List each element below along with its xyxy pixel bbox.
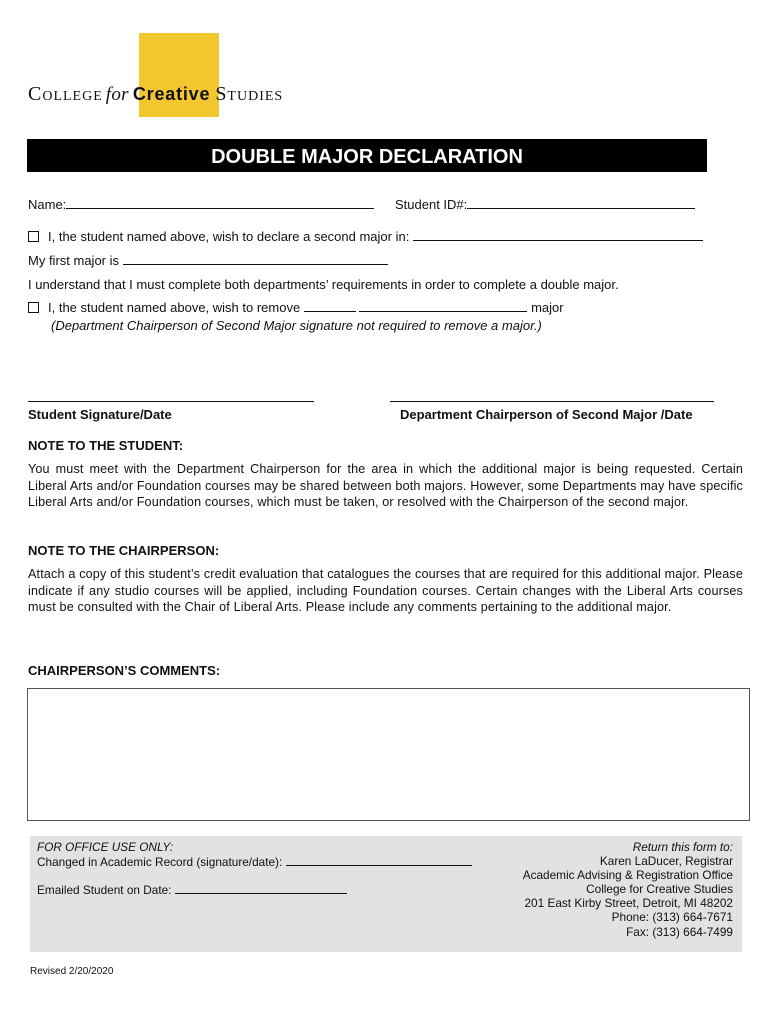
logo-word-for: for — [105, 84, 129, 105]
note-chair-heading: NOTE TO THE CHAIRPERSON: — [28, 543, 220, 558]
first-major-label: My first major is — [28, 253, 119, 268]
remove-major-row — [28, 300, 564, 315]
first-major-field[interactable] — [123, 264, 388, 265]
return-line-4: 201 East Kirby Street, Detroit, MI 48202 — [524, 896, 733, 911]
note-student-heading: NOTE TO THE STUDENT: — [28, 438, 184, 453]
emailed-student-row — [37, 883, 347, 897]
remove-major-suffix: major — [531, 300, 564, 315]
note-student-body: You must meet with the Department Chairperson for the area in which the additional major is being requested. Certain Liberal Arts and/or Foundation courses may be shared between both majors. However, some Departments may have specific Liberal Arts and/or Foundation courses, which must be taken, or resolved with the Chairperson of the second major. — [28, 462, 743, 509]
logo-word-creative: Creative — [132, 84, 211, 104]
emailed-student-label: Emailed Student on Date: — [37, 883, 172, 897]
emailed-student-field[interactable] — [175, 893, 347, 894]
remove-major-checkbox[interactable] — [28, 302, 39, 313]
second-major-text: I, the student named above, wish to declare a second major in: — [48, 229, 410, 244]
return-line-0: Return this form to: — [632, 840, 733, 854]
student-id-label: Student ID#: — [395, 197, 468, 212]
logo-word-college: College — [28, 83, 103, 105]
name-field[interactable] — [66, 208, 374, 209]
return-line-2: Academic Advising & Registration Office — [522, 868, 733, 883]
student-id-row — [395, 197, 695, 212]
form-title: DOUBLE MAJOR DECLARATION — [27, 139, 707, 172]
revised-date: Revised 2/20/2020 — [30, 966, 114, 977]
remove-major-field-1[interactable] — [304, 311, 356, 312]
note-chair-body: Attach a copy of this student’s credit evaluation that catalogues the courses that are required for this additional major. Please indicate if any studio courses will be applied, including Foundation courses. Certain changes with the Liberal Arts courses must be consulted with the Chair of Liberal Arts. Please include any comments pertaining to the additional major. — [28, 567, 743, 614]
name-label: Name: — [28, 197, 67, 212]
understand-statement: I understand that I must complete both departments’ requirements in order to complete a double major. — [28, 277, 619, 292]
return-line-1: Karen LaDucer, Registrar — [599, 854, 733, 869]
remove-major-note: (Department Chairperson of Second Major signature not required to remove a major.) — [51, 318, 542, 333]
changed-record-row — [37, 855, 472, 869]
changed-record-field[interactable] — [286, 865, 472, 866]
first-major-row — [28, 253, 388, 268]
logo-word-studies: Studies — [215, 83, 284, 105]
student-signature-line[interactable] — [28, 401, 314, 402]
changed-record-label: Changed in Academic Record (signature/date): — [37, 855, 283, 869]
chair-signature-line[interactable] — [390, 401, 714, 402]
remove-major-field-2[interactable] — [359, 311, 527, 312]
return-address-block — [523, 840, 733, 939]
name-row — [28, 197, 374, 212]
comments-box[interactable] — [27, 688, 750, 821]
college-logo — [28, 83, 283, 106]
remove-major-text: I, the student named above, wish to remove — [48, 300, 301, 315]
second-major-row — [28, 229, 703, 244]
comments-heading: CHAIRPERSON’S COMMENTS: — [28, 663, 221, 678]
office-use-heading: FOR OFFICE USE ONLY: — [37, 840, 174, 854]
chair-signature-label: Department Chairperson of Second Major /Date — [400, 407, 693, 422]
return-line-3: College for Creative Studies — [586, 882, 733, 897]
second-major-field[interactable] — [413, 240, 703, 241]
office-use-panel — [30, 836, 742, 952]
student-signature-label: Student Signature/Date — [28, 407, 172, 422]
second-major-checkbox[interactable] — [28, 231, 39, 242]
student-id-field[interactable] — [467, 208, 695, 209]
return-line-5: Phone: (313) 664-7671 — [611, 910, 733, 925]
return-line-6: Fax: (313) 664-7499 — [626, 924, 733, 939]
